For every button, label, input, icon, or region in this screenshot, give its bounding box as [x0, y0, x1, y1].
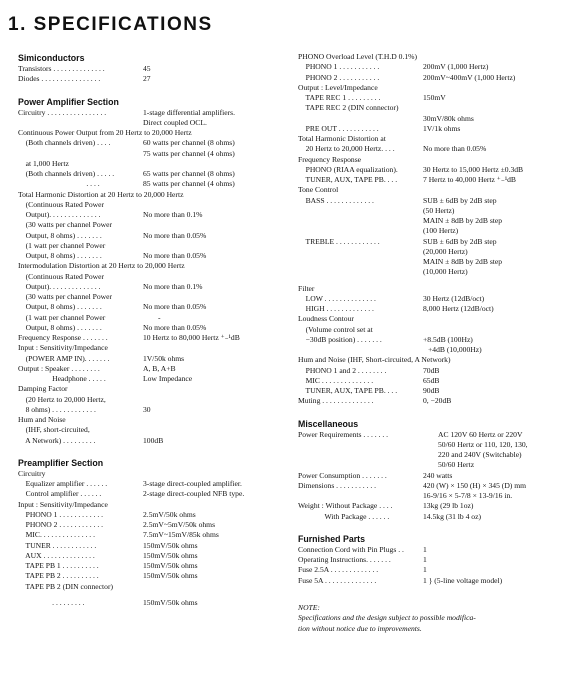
spec-row	[18, 128, 286, 138]
spec-label: Output, 8 ohms) . . . . . . .	[18, 302, 102, 312]
section-heading: Miscellaneous	[298, 418, 359, 429]
spec-label: TUNER . . . . . . . . . . . .	[18, 540, 97, 550]
spec-row	[298, 52, 572, 62]
spec-value: 420 (W) × 150 (H) × 345 (D) mm	[423, 480, 527, 490]
spec-row	[18, 210, 286, 220]
spec-row	[18, 220, 286, 230]
spec-value: 2.5mV~5mV/50k ohms	[143, 520, 216, 529]
spec-row	[18, 231, 286, 241]
spec-value: 1-stage differential amplifiers.	[143, 107, 236, 117]
spec-label: Frequency Response	[298, 154, 362, 164]
spec-row	[298, 576, 572, 586]
spec-row	[18, 241, 286, 251]
spec-value: -	[158, 312, 161, 322]
spec-value: 2.5mV/50k ohms	[143, 509, 196, 519]
spec-value: 16-9/16 × 5-7/8 × 13-9/16 in.	[423, 491, 513, 500]
spec-value: 200mV (1,000 Hertz)	[423, 62, 489, 72]
spec-row	[298, 216, 572, 226]
spec-row	[298, 366, 572, 376]
spec-value: A, B, A+B	[143, 363, 176, 373]
spec-label: (Both channels driven) . . . . .	[18, 169, 115, 178]
spec-value: SUB ± 6dB by 2dB step	[423, 195, 497, 205]
spec-label: Operating Instructions. . . . . . .	[298, 555, 391, 564]
spec-value: 65dB	[423, 375, 440, 385]
spec-row	[298, 314, 572, 324]
spec-label: MIC . . . . . . . . . . . . . .	[298, 375, 374, 385]
spec-label: Filter	[298, 283, 315, 293]
spec-label: Output, 8 ohms) . . . . . . .	[18, 322, 102, 332]
spec-value: 27	[143, 74, 151, 84]
spec-row	[18, 530, 286, 540]
spec-value: No more than 0.1%	[143, 281, 203, 291]
spec-label: (Volume control set at	[298, 324, 373, 334]
right-column	[298, 52, 572, 634]
spec-row	[18, 598, 286, 608]
spec-label: Muting . . . . . . . . . . . . . .	[298, 396, 374, 406]
spec-value: 0, −20dB	[423, 396, 452, 406]
spec-row	[298, 376, 572, 386]
spec-label: . . . . . . . . .	[18, 597, 85, 607]
spec-row	[298, 335, 572, 345]
spec-row	[298, 103, 572, 113]
spec-label: Input : Sensitivity/Impedance	[18, 499, 108, 509]
spec-row	[298, 545, 572, 555]
spec-row	[18, 313, 286, 323]
spec-value: 30	[143, 404, 151, 414]
spec-value: 150mV/50k ohms	[143, 571, 198, 581]
spec-row	[18, 510, 286, 520]
spec-value: No more than 0.05%	[143, 230, 207, 240]
spec-row	[298, 73, 572, 83]
spec-label: Weight : Without Package . . . .	[298, 501, 393, 511]
spec-row	[18, 302, 286, 312]
spec-label: TAPE PB 2 (DIN connector)	[18, 581, 114, 591]
spec-label: Power Requirements . . . . . . .	[298, 429, 389, 439]
section-heading: Power Amplifier Section	[18, 96, 119, 107]
spec-value: 13kg (29 lb 1oz)	[423, 501, 474, 511]
spec-value: +8.5dB (100Hz)	[423, 334, 473, 344]
spec-value: 100dB	[143, 435, 164, 445]
spec-value: 8,000 Hertz (12dB/oct)	[423, 304, 494, 313]
spec-value: 70dB	[423, 365, 440, 375]
spec-label: 20 Hertz to 20,000 Hertz. . . .	[298, 144, 395, 154]
spec-row	[298, 294, 572, 304]
spec-label: Output). . . . . . . . . . . . . .	[18, 281, 101, 291]
spec-label: Frequency Response . . . . . . .	[18, 333, 108, 342]
spec-label: TAPE PB 2 . . . . . . . . . .	[18, 571, 99, 581]
spec-value: 45	[143, 64, 151, 73]
spec-label: Continuous Power Output from 20 Hertz to 20,000 Hertz	[18, 128, 192, 137]
spec-row	[298, 284, 572, 294]
spec-row	[18, 200, 286, 210]
spec-label: Fuse 5A . . . . . . . . . . . . . .	[298, 575, 377, 585]
spec-value: 150mV	[423, 93, 446, 102]
spec-label: MIC. . . . . . . . . . . . . . .	[18, 530, 95, 540]
spacer	[298, 586, 572, 597]
spec-label: Circuitry . . . . . . . . . . . . . . . .	[18, 107, 107, 117]
spec-label: Transistors . . . . . . . . . . . . . .	[18, 64, 105, 73]
spec-row	[18, 261, 286, 271]
spec-row	[18, 333, 286, 343]
spec-row	[18, 169, 286, 179]
spec-row	[298, 481, 572, 491]
spec-row	[298, 124, 572, 134]
spec-value: 1	[423, 555, 427, 564]
spec-label: TREBLE . . . . . . . . . . . .	[298, 236, 380, 246]
spec-row	[298, 247, 572, 257]
spec-label: Hum and Noise	[18, 415, 66, 424]
spec-label: (1 watt per channel Power	[18, 312, 106, 322]
spec-row	[298, 386, 572, 396]
note-text: tion without notice due to improvements.	[298, 623, 422, 633]
spec-row	[18, 405, 286, 415]
spec-label: Output, 8 ohms) . . . . . . .	[18, 230, 102, 240]
spec-row	[18, 582, 286, 592]
spec-value: No more than 0.1%	[143, 210, 203, 219]
spec-label: (POWER AMP IN). . . . . . .	[18, 353, 110, 363]
spec-row	[298, 512, 572, 522]
spec-label: Fuse 2.5A . . . . . . . . . . . . .	[298, 565, 379, 575]
spec-label: (30 watts per channel Power	[18, 292, 113, 301]
spec-value: (50 Hertz)	[423, 205, 455, 215]
spec-value: Low Impedance	[143, 374, 193, 383]
spec-row	[18, 489, 286, 499]
spec-label: Intermodulation Distortion at 20 Hertz to 20,000 Hertz	[18, 261, 185, 271]
spec-value: 2-stage direct-coupled NFB type.	[143, 489, 245, 499]
spec-row	[18, 541, 286, 551]
spec-value: AC 120V 60 Hertz or 220V	[438, 429, 523, 439]
spec-value: 150mV/50k ohms	[143, 561, 198, 570]
spec-label: PHONO Overload Level (T.H.D 0.1%)	[298, 52, 418, 61]
spec-label: 8 ohms) . . . . . . . . . . . .	[18, 404, 96, 414]
spec-label: −30dB position) . . . . . . .	[298, 334, 382, 344]
spec-label: (30 watts per channel Power	[18, 220, 113, 230]
spec-label: Control amplifier . . . . . .	[18, 489, 102, 499]
spacer	[298, 407, 572, 418]
spec-value: (20,000 Hertz)	[423, 246, 468, 256]
section-heading: Furnished Parts	[298, 533, 365, 544]
spec-label: Total Harmonic Distortion at 20 Hertz to 20,000 Hertz	[18, 189, 184, 199]
spec-label: PHONO 1 and 2 . . . . . . . .	[298, 365, 387, 375]
spec-row	[18, 374, 286, 384]
spec-row	[298, 565, 572, 575]
spec-label: Total Harmonic Distortion at	[298, 134, 386, 143]
spec-value: SUB ± 6dB by 2dB step	[423, 236, 497, 246]
spec-row	[18, 74, 286, 84]
spec-label: Power Consumption . . . . . . .	[298, 470, 387, 480]
spec-label: PHONO 1 . . . . . . . . . . . .	[18, 509, 104, 519]
spec-value: 30mV/80k ohms	[423, 113, 474, 123]
spec-row	[18, 469, 286, 479]
spec-label: Diodes . . . . . . . . . . . . . . . .	[18, 74, 101, 84]
spec-label: Output : Speaker . . . . . . . .	[18, 363, 100, 373]
spec-row	[18, 343, 286, 353]
spec-value: 7.5mV~15mV/85k ohms	[143, 530, 219, 540]
spec-row	[18, 190, 286, 200]
spec-label: TUNER, AUX, TAPE PB. . . .	[298, 386, 398, 395]
spec-row	[18, 395, 286, 405]
spec-label: Output, 8 ohms) . . . . . . .	[18, 251, 102, 260]
spec-label: PHONO (RIAA equalization).	[298, 164, 398, 174]
spec-label: LOW . . . . . . . . . . . . . .	[298, 293, 376, 303]
spec-value: 150mV/50k ohms	[143, 540, 198, 550]
spec-label: (Continuous Rated Power	[18, 271, 105, 281]
spec-value: 30 Hertz to 15,000 Hertz ±0.3dB	[423, 164, 524, 174]
spec-label: Connection Cord with Pin Plugs . .	[298, 544, 404, 554]
spec-row	[18, 159, 286, 169]
spec-label: Circuitry	[18, 468, 46, 478]
spec-row	[298, 93, 572, 103]
spec-label: TAPE REC 2 (DIN connector)	[298, 103, 399, 113]
spec-value: (10,000 Hertz)	[423, 267, 468, 277]
spec-row	[18, 354, 286, 364]
spec-row	[298, 155, 572, 165]
spec-row	[298, 440, 572, 450]
spec-row	[298, 325, 572, 335]
spec-row	[298, 114, 572, 124]
spec-value: 90dB	[423, 386, 440, 395]
spec-value: 50/60 Hertz	[438, 460, 475, 470]
spec-label: BASS . . . . . . . . . . . . .	[298, 195, 374, 205]
spec-row	[298, 134, 572, 144]
page-title: 1. SPECIFICATIONS	[8, 14, 213, 35]
spec-label: Output : Level/Impedance	[298, 82, 378, 92]
spec-value: No more than 0.05%	[143, 302, 207, 312]
spec-label: (IHF, short-circuited,	[18, 425, 90, 435]
spec-value: 1 } (5-line voltage model)	[423, 575, 503, 585]
spec-row	[18, 571, 286, 581]
spec-row	[18, 479, 286, 489]
spec-label: Output). . . . . . . . . . . . . .	[18, 210, 101, 219]
note-text: Specifications and the design subject to possible modifica-	[298, 613, 476, 623]
spec-value: 10 Hertz to 80,000 Hertz ⁺₋¹dB	[143, 333, 240, 342]
spec-label: TUNER, AUX, TAPE PB. . . .	[298, 175, 398, 184]
spec-value: 240 watts	[423, 470, 453, 480]
spacer	[298, 522, 572, 533]
spacer	[18, 85, 286, 96]
spec-value: MAIN ± 8dB by 2dB step	[423, 257, 503, 266]
spec-label: Loudness Contour	[298, 314, 354, 324]
spec-row	[18, 364, 286, 374]
section-heading: Preamplifier Section	[18, 457, 104, 468]
spec-label: (20 Hertz to 20,000 Hertz,	[18, 394, 106, 404]
spec-row	[298, 62, 572, 72]
spec-row	[298, 555, 572, 565]
spec-row	[18, 108, 286, 118]
spec-value: +4dB (10,000Hz)	[428, 345, 482, 354]
left-column	[18, 52, 286, 608]
spec-label: PHONO 1 . . . . . . . . . . .	[298, 62, 380, 72]
spec-row	[298, 165, 572, 175]
spec-row	[298, 144, 572, 154]
section-heading: Simiconductors	[18, 53, 85, 63]
spec-value: Direct coupled OCL.	[143, 117, 207, 127]
spec-value: 30 Hertz (12dB/oct)	[423, 293, 485, 303]
spec-value: 7 Hertz to 40,000 Hertz ⁺₋¹dB	[423, 175, 516, 184]
spec-label: Damping Factor	[18, 384, 68, 394]
spec-label: PHONO 2 . . . . . . . . . . .	[298, 72, 380, 82]
spec-value: 60 watts per channel (8 ohms)	[143, 138, 235, 148]
spec-label: Dimensions . . . . . . . . . . .	[298, 480, 377, 490]
spec-row	[298, 206, 572, 216]
spec-row	[18, 118, 286, 128]
spec-row	[18, 179, 286, 189]
spec-value: 3-stage direct-coupled amplifier.	[143, 479, 242, 488]
spec-label: Headphone . . . . .	[18, 374, 106, 383]
spec-label: A Network) . . . . . . . . .	[18, 435, 96, 445]
spec-row	[18, 551, 286, 561]
spec-row	[298, 226, 572, 236]
spec-value: 150mV/50k ohms	[143, 550, 198, 560]
spec-row	[18, 323, 286, 333]
spec-row	[298, 355, 572, 365]
spec-label: (Continuous Rated Power	[18, 199, 105, 209]
spec-row	[18, 384, 286, 394]
spec-label: Tone Control	[298, 185, 339, 195]
note-text: NOTE:	[298, 602, 320, 612]
spec-row	[298, 175, 572, 185]
spec-value: 1V/50k ohms	[143, 353, 185, 363]
spec-row	[298, 196, 572, 206]
spec-value: 65 watts per channel (8 ohms)	[143, 169, 235, 178]
spec-row	[18, 138, 286, 148]
spec-label: Input : Sensitivity/Impedance	[18, 343, 108, 353]
spec-label: (1 watt per channel Power	[18, 240, 106, 250]
spec-value: (100 Hertz)	[423, 226, 459, 236]
spec-row	[18, 425, 286, 435]
spacer	[18, 446, 286, 457]
spec-row	[298, 501, 572, 511]
spec-row	[298, 83, 572, 93]
spec-row	[18, 272, 286, 282]
spec-value: 14.5kg (31 lb 4 oz)	[423, 511, 481, 521]
spec-row	[298, 345, 572, 355]
spec-label: HIGH . . . . . . . . . . . . .	[298, 304, 374, 313]
spec-value: No more than 0.05%	[143, 322, 207, 332]
spec-row	[298, 430, 572, 440]
spec-row	[18, 520, 286, 530]
spec-value: 150mV/50k ohms	[143, 597, 198, 607]
spec-row	[18, 436, 286, 446]
spec-value: MAIN ± 8dB by 2dB step	[423, 216, 503, 225]
spec-label: PRE OUT . . . . . . . . . . .	[298, 123, 379, 133]
spec-value: No more than 0.05%	[143, 251, 207, 260]
spec-row	[18, 64, 286, 74]
spec-row	[18, 149, 286, 159]
spec-value: 220 and 240V (Switchable)	[438, 450, 522, 459]
spec-row	[298, 237, 572, 247]
spec-row	[18, 500, 286, 510]
spec-row	[298, 491, 572, 501]
spec-label: Hum and Noise (IHF, Short-circuited, A Network)	[298, 355, 451, 365]
spec-label: (Both channels driven) . . . .	[18, 138, 111, 148]
spec-row	[298, 267, 572, 277]
spec-row	[18, 251, 286, 261]
spec-value: 75 watts per channel (4 ohms)	[143, 148, 235, 158]
spec-value: No more than 0.05%	[423, 144, 487, 154]
spec-value: 1	[423, 565, 427, 575]
spec-label: . . . .	[18, 179, 100, 189]
spec-row	[298, 257, 572, 267]
spec-row	[18, 282, 286, 292]
spec-row	[298, 450, 572, 460]
spec-label: Equalizer amplifier . . . . . .	[18, 479, 108, 488]
spec-label: AUX . . . . . . . . . . . . . .	[18, 550, 95, 560]
spec-row	[298, 460, 572, 470]
spec-label: With Package . . . . . .	[298, 511, 390, 521]
spec-value: 85 watts per channel (4 ohms)	[143, 179, 235, 189]
spec-row	[18, 561, 286, 571]
spec-value: 50/60 Hertz or 110, 120, 130,	[438, 439, 528, 449]
spec-value: 200mV~400mV (1,000 Hertz)	[423, 72, 516, 82]
spec-row	[18, 415, 286, 425]
spec-value: 1V/1k ohms	[423, 123, 461, 133]
spec-row	[298, 185, 572, 195]
spec-row	[298, 304, 572, 314]
spec-row	[298, 396, 572, 406]
spec-label: TAPE PB 1 . . . . . . . . . .	[18, 561, 99, 570]
spec-label: TAPE REC 1 . . . . . . . . .	[298, 93, 381, 102]
spec-label: PHONO 2 . . . . . . . . . . . .	[18, 520, 104, 529]
spec-label: at 1,000 Hertz	[18, 158, 69, 168]
spec-value: 1	[423, 544, 427, 554]
spec-row	[298, 471, 572, 481]
spec-row	[18, 292, 286, 302]
